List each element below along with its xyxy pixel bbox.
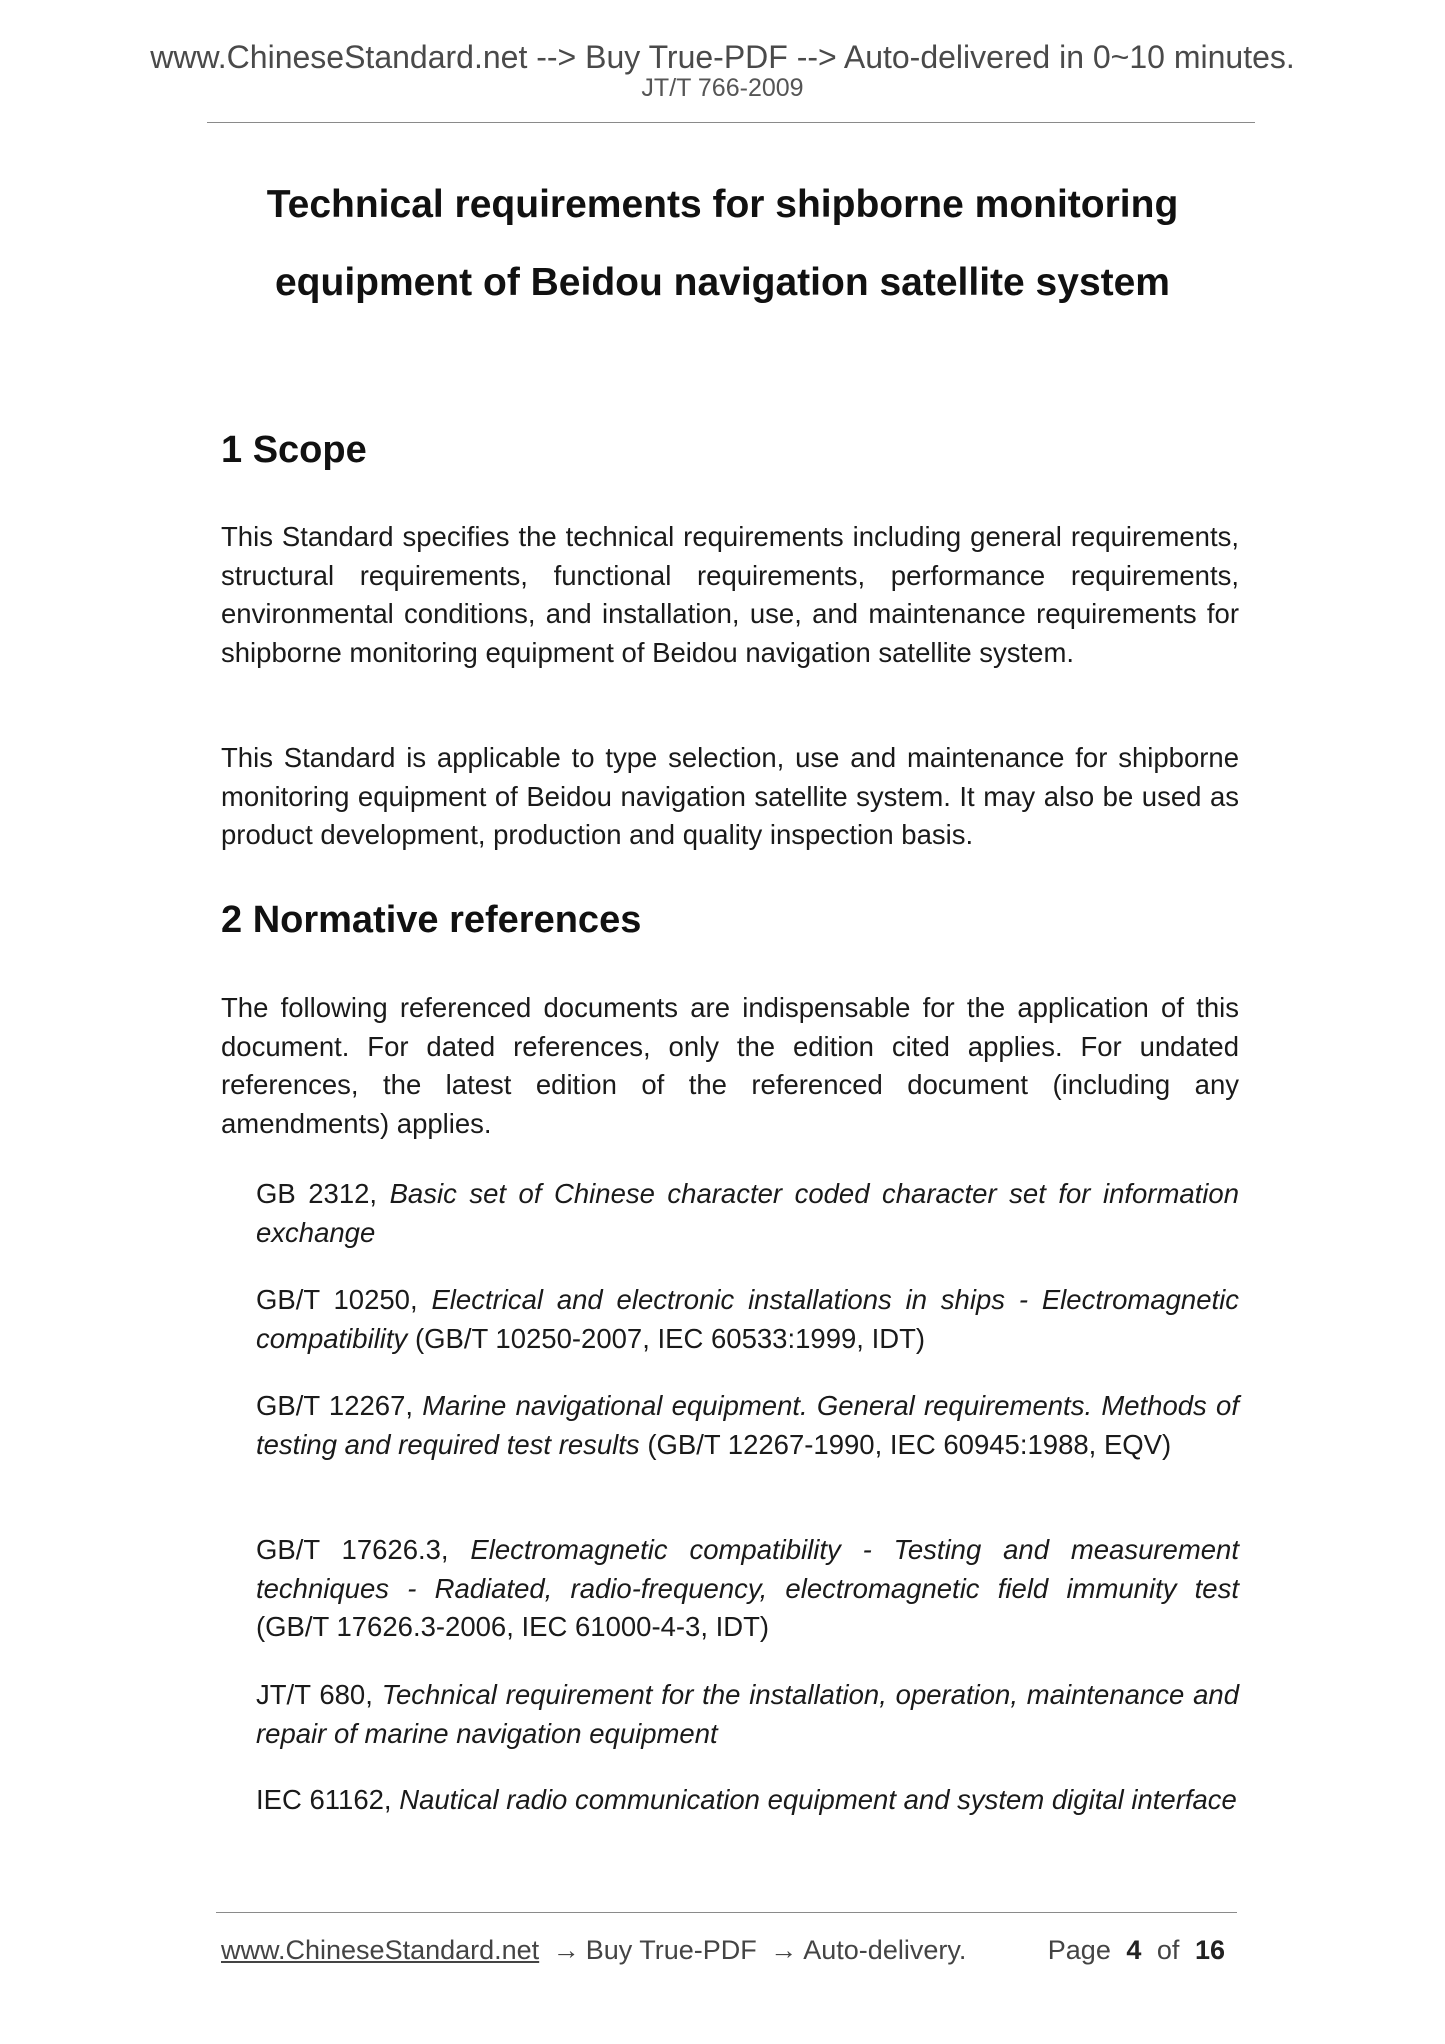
reference-code: GB/T 17626.3, <box>256 1534 471 1565</box>
footer-site-link[interactable]: www.ChineseStandard.net <box>221 1935 540 1965</box>
reference-item <box>256 1676 1239 1753</box>
reference-title: Basic set of Chinese character coded character set for information exchange <box>256 1178 1239 1248</box>
scope-paragraph-1: This Standard specifies the technical requirements including general requirements, structural requirements, functional requirements, performance requirements, environmental conditions, and installation, use, and maintenance requirements for shipborne monitoring equipment of Beidou navigation satellite system. <box>221 521 1239 668</box>
reference-title: Marine navigational equipment. General requirements. Methods of testing and required test results <box>256 1390 1239 1460</box>
footer-divider <box>216 1912 1237 1913</box>
reference-title: Nautical radio communication equipment and system digital interface <box>399 1784 1237 1815</box>
normative-intro-paragraph: The following referenced documents are indispensable for the application of this document. For dated references, only the edition cited applies. For undated references, the latest edition of the referenced document (including any amendments) applies. <box>221 992 1239 1139</box>
page-indicator <box>1048 1933 1233 1967</box>
arrow-right-icon: → <box>552 1935 580 1965</box>
reference-code: IEC 61162, <box>256 1784 400 1815</box>
page-total: 16 <box>1194 1935 1225 1965</box>
reference-item <box>256 1175 1239 1252</box>
reference-code: GB/T 12267, <box>256 1390 423 1421</box>
page-label: Page <box>1047 1935 1111 1965</box>
section-heading-scope: 1 Scope <box>221 429 367 471</box>
reference-item <box>256 1387 1239 1464</box>
page-of-label: of <box>1156 1935 1180 1965</box>
reference-title: Technical requirement for the installation, operation, maintenance and repair of marine navigation equipment <box>256 1679 1239 1749</box>
reference-tail: (GB/T 12267-1990, IEC 60945:1988, EQV) <box>639 1428 1172 1460</box>
reference-code: GB/T 10250, <box>256 1284 432 1315</box>
reference-item <box>256 1781 1239 1820</box>
section-heading-normative-references: 2 Normative references <box>221 899 642 941</box>
reference-code: JT/T 680, <box>256 1679 382 1710</box>
footer-delivery-text: Auto-delivery. <box>803 1935 967 1965</box>
page-footer <box>221 1933 1233 1967</box>
reference-item <box>256 1531 1239 1647</box>
footer-buy-text: Buy True-PDF <box>585 1935 757 1965</box>
reference-tail: (GB/T 10250-2007, IEC 60533:1999, IDT) <box>407 1322 926 1354</box>
header-divider <box>207 122 1255 123</box>
reference-item <box>256 1281 1239 1358</box>
arrow-right-icon: → <box>770 1935 798 1965</box>
document-code: JT/T 766-2009 <box>641 74 804 102</box>
reference-code: GB 2312, <box>256 1178 390 1209</box>
page-number: 4 <box>1126 1935 1142 1965</box>
scope-paragraph-2: This Standard is applicable to type selection, use and maintenance for shipborne monitoring equipment of Beidou navigation satellite system. It may also be used as product development, production and quality inspection basis. <box>221 742 1239 850</box>
reference-title: Electromagnetic compatibility - Testing and measurement techniques - Radiated, radio-frequency, electromagnetic field immunity test <box>256 1534 1239 1604</box>
reference-tail: (GB/T 17626.3-2006, IEC 61000-4-3, IDT) <box>256 1611 770 1642</box>
document-title: Technical requirements for shipborne monitoring equipment of Beidou navigation satellite system <box>266 183 1179 304</box>
top-banner[interactable]: www.ChineseStandard.net --> Buy True-PDF --> Auto-delivered in 0~10 minutes. <box>150 39 1295 75</box>
reference-title: Electrical and electronic installations in ships - Electromagnetic compatibility <box>256 1284 1239 1354</box>
